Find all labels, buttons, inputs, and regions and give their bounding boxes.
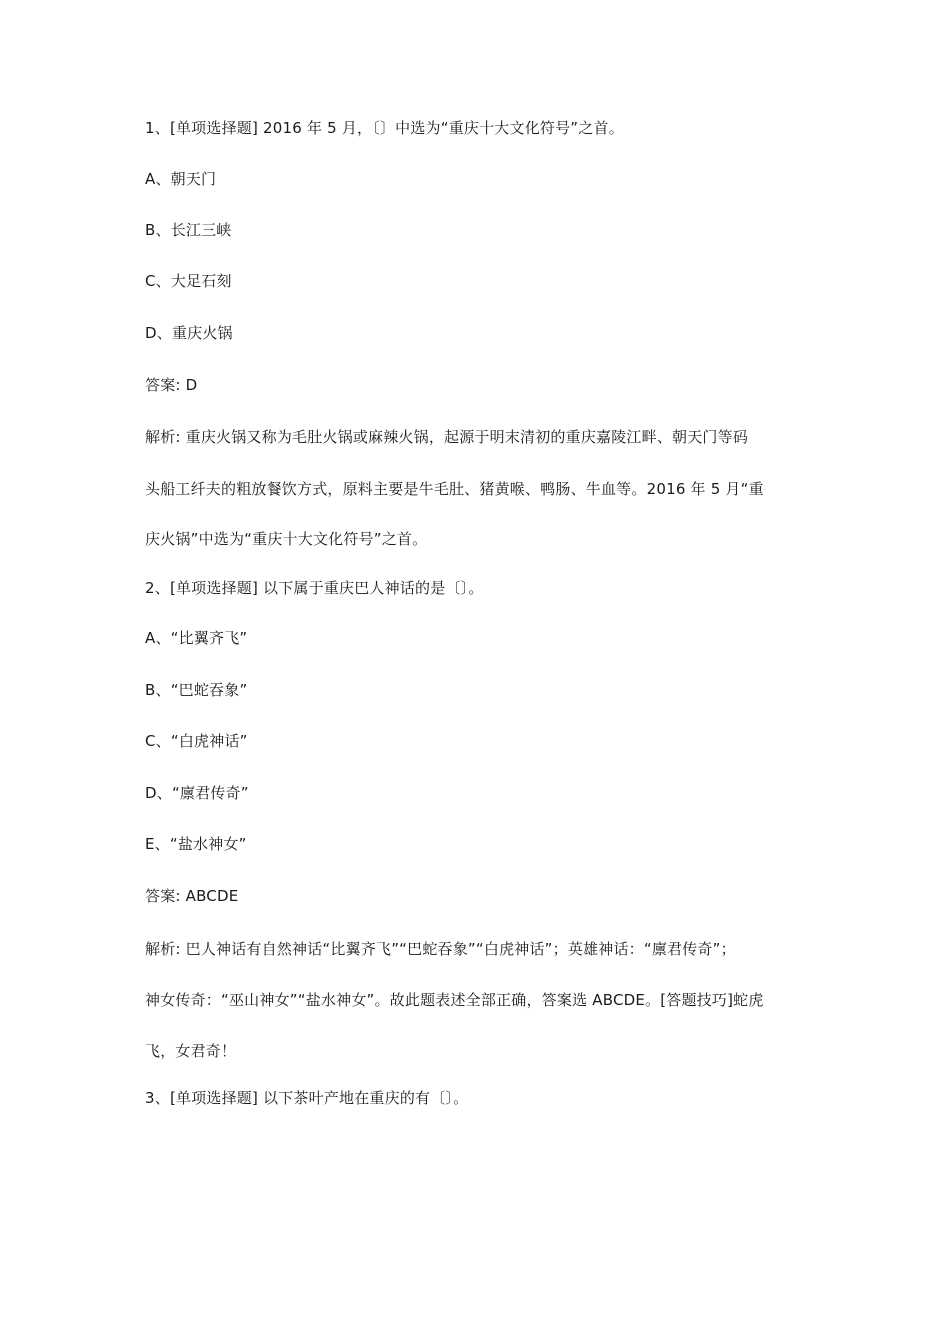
question-2-option-b: B、“巴蛇吞象”	[145, 681, 248, 699]
question-2-answer: 答案: ABCDE	[145, 887, 239, 905]
question-1-stem: 1、[单项选择题] 2016 年 5 月，〔〕中选为“重庆十大文化符号”之首。	[145, 119, 624, 137]
question-1-option-d: D、重庆火锅	[145, 324, 233, 342]
question-1-explanation-line-1: 解析: 重庆火锅又称为毛肚火锅或麻辣火锅，起源于明末清初的重庆嘉陵江畔、朝天门等码	[145, 428, 749, 446]
question-1-answer: 答案: D	[145, 376, 198, 394]
question-2-option-c: C、“白虎神话”	[145, 732, 248, 750]
question-2-explanation-line-1: 解析: 巴人神话有自然神话“比翼齐飞”“巴蛇吞象”“白虎神话”；英雄神话：“廪君传奇”；	[145, 940, 736, 958]
question-1-option-c: C、大足石刻	[145, 272, 232, 290]
question-3-stem: 3、[单项选择题] 以下茶叶产地在重庆的有〔〕。	[145, 1089, 469, 1107]
question-1-explanation-line-3: 庆火锅”中选为“重庆十大文化符号”之首。	[145, 530, 428, 548]
question-1-option-b: B、长江三峡	[145, 221, 232, 239]
question-2-explanation-line-3: 飞，女君奇！	[145, 1042, 237, 1060]
question-2-stem: 2、[单项选择题] 以下属于重庆巴人神话的是〔〕。	[145, 579, 484, 597]
question-2-option-e: E、“盐水神女”	[145, 835, 247, 853]
question-2-explanation-line-2: 神女传奇：“巫山神女”“盐水神女”。故此题表述全部正确，答案选 ABCDE。[答题技巧]蛇虎	[145, 991, 764, 1009]
question-2-option-d: D、“廪君传奇”	[145, 784, 249, 802]
question-2-option-a: A、“比翼齐飞”	[145, 629, 248, 647]
question-1-explanation-line-2: 头船工纤夫的粗放餐饮方式，原料主要是牛毛肚、猪黄喉、鸭肠、牛血等。2016 年 5 月“重	[145, 480, 764, 498]
question-1-option-a: A、朝天门	[145, 170, 217, 188]
